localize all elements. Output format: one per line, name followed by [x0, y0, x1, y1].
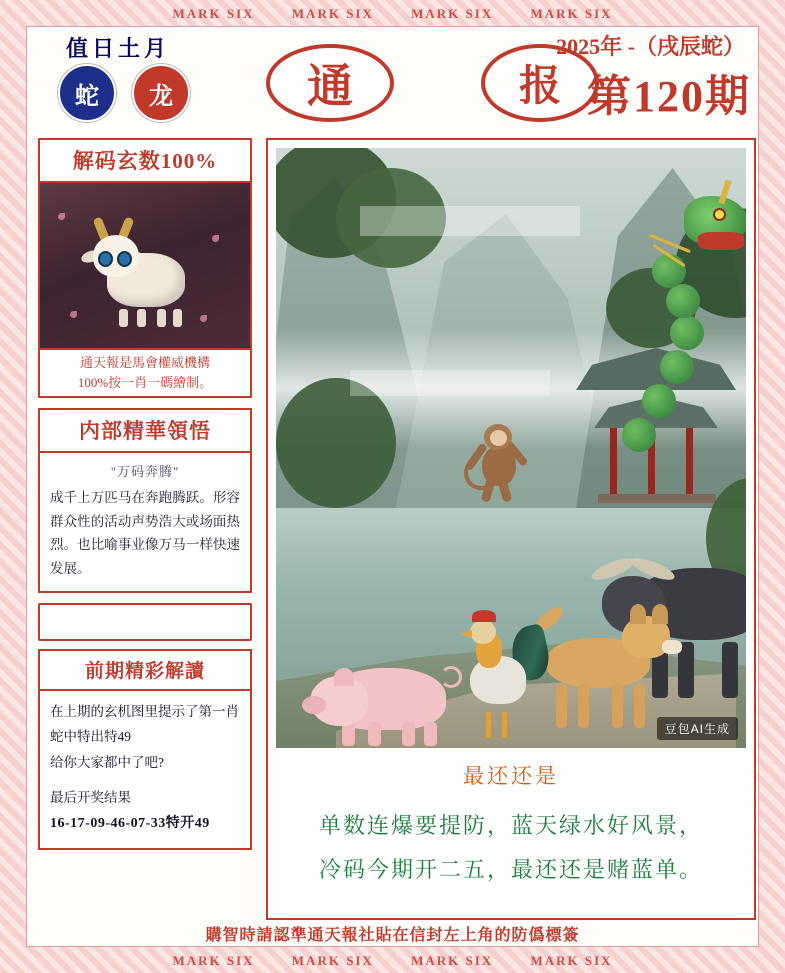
- verse-line-2: 冷码今期开二五，最还还是赌蓝单。: [318, 857, 703, 882]
- decode-banner-box: [38, 138, 252, 183]
- duty-day-label: 值日土月: [66, 36, 171, 61]
- ai-watermark-label: 豆包AI生成: [657, 717, 738, 740]
- left-column: [38, 138, 252, 850]
- prev-line-2: 蛇中特出特49: [50, 729, 131, 745]
- stamp-bao: 报: [481, 44, 599, 122]
- dog-figure: [526, 588, 686, 738]
- mark-six-strip-top: [0, 6, 785, 22]
- authority-note-line2: 100%按一肖一碼繪制。: [77, 374, 213, 390]
- authority-note: [38, 350, 252, 398]
- stamp-tong: 通: [266, 44, 394, 122]
- verse-line-0: 最还还是: [463, 764, 559, 788]
- zodiac-badge-dragon[interactable]: 龙: [132, 64, 190, 122]
- inner-title-box: [38, 408, 252, 453]
- mark-six-label: MARK SIX: [530, 6, 613, 21]
- prev-title-box: [38, 649, 252, 691]
- mark-six-label: MARK SIX: [530, 953, 613, 968]
- result-numbers: 16-17-09-46-07-33特开49: [50, 816, 210, 832]
- mark-six-strip-bottom: [0, 953, 785, 969]
- page-header: [26, 26, 759, 126]
- mark-six-label: MARK SIX: [291, 6, 374, 21]
- rooster-figure: [454, 610, 546, 740]
- authority-note-line1: 通天報是馬會權威機構: [79, 355, 210, 370]
- mark-six-label: MARK SIX: [411, 6, 494, 21]
- landscape-scene-image: [276, 148, 746, 748]
- verse-block: [268, 760, 754, 892]
- idiom-label: "万码奔腾": [110, 464, 180, 479]
- mark-six-label: MARK SIX: [411, 953, 494, 968]
- blank-placeholder-box: [38, 603, 252, 641]
- decode-banner-label: 解码玄数100%: [72, 149, 218, 173]
- verse-line-1: 单数连爆要提防，蓝天绿水好风景，: [318, 813, 703, 838]
- prev-line-1: 在上期的玄机图里提示了第一肖: [50, 703, 239, 719]
- inner-content: [38, 453, 252, 593]
- mark-six-label: MARK SIX: [172, 953, 255, 968]
- zodiac-badges: [58, 64, 190, 122]
- mark-six-label: MARK SIX: [291, 953, 374, 968]
- year-label: 2025年 -（戌辰蛇）: [556, 34, 745, 59]
- goat-figure: [85, 209, 205, 329]
- inner-title-label: 内部精華領悟: [79, 419, 211, 443]
- zodiac-badge-snake[interactable]: 蛇: [58, 64, 116, 122]
- issue-number: 第120期: [587, 72, 751, 121]
- result-label: 最后开奖结果: [50, 790, 131, 806]
- pig-figure: [316, 646, 466, 746]
- dragon-figure: [602, 188, 746, 488]
- prev-title-label: 前期精彩解讀: [84, 660, 205, 682]
- mark-six-label: MARK SIX: [172, 6, 255, 21]
- goat-mascot-illustration: [38, 183, 252, 350]
- monkey-figure: [464, 416, 534, 506]
- prev-line-3: 给你大家都中了吧?: [50, 754, 164, 770]
- prev-content: [38, 691, 252, 850]
- anti-counterfeit-note: 購智時請認準通天報社貼在信封左上角的防僞標簽: [205, 927, 580, 944]
- idiom-explanation: 成千上万匹马在奔跑腾跃。形容群众性的活动声势浩大或场面热烈。也比喻事业像万马一样快速发展。: [50, 490, 240, 576]
- picture-panel: [266, 138, 756, 920]
